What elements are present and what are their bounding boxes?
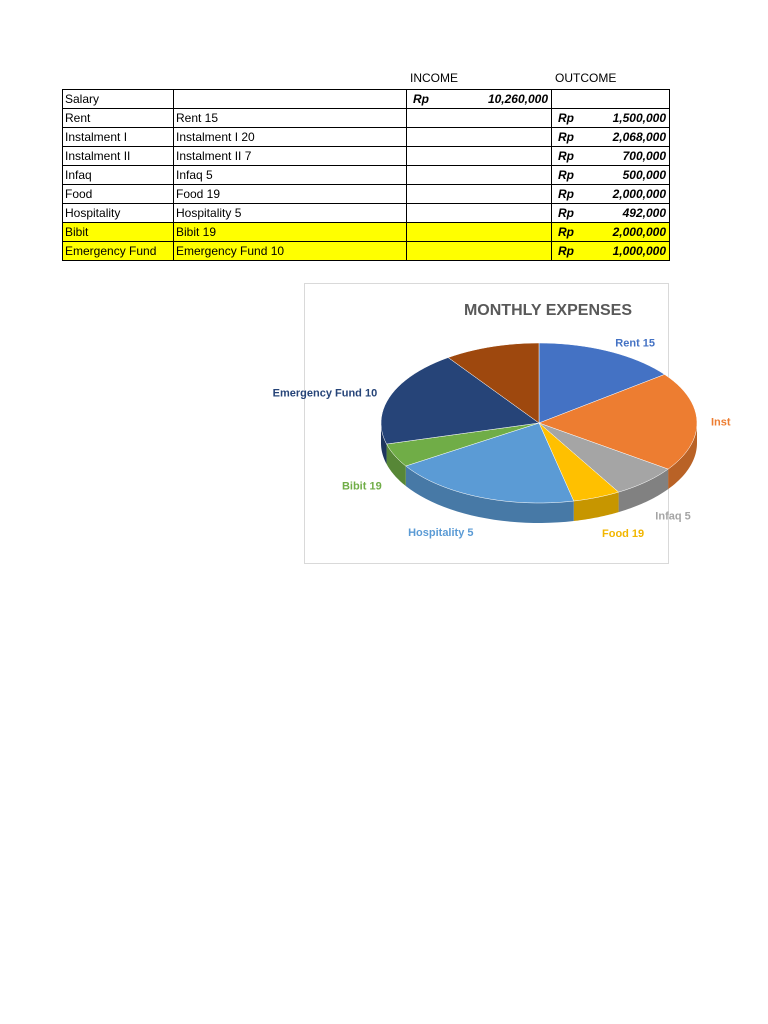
cell-detail[interactable]: Bibit 19 [174,223,407,242]
cell-outcome[interactable] [552,166,670,185]
cell-detail[interactable]: Infaq 5 [174,166,407,185]
amount-value: 1,000,000 [612,244,666,258]
cell-detail[interactable]: Rent 15 [174,109,407,128]
income-header: INCOME [410,71,458,85]
currency-symbol: Rp [558,111,574,125]
currency-symbol: Rp [558,187,574,201]
pie-label-6: Emergency Fund 10 [272,387,378,400]
pie-label-4: Hospitality 5 [408,527,474,540]
cell-outcome[interactable] [552,223,670,242]
cell-income[interactable] [407,185,552,204]
currency-symbol: Rp [558,225,574,239]
cell-label[interactable]: Instalment II [63,147,174,166]
cell-outcome[interactable] [552,147,670,166]
cell-detail[interactable]: Food 19 [174,185,407,204]
currency-symbol: Rp [558,130,574,144]
cell-income[interactable] [407,109,552,128]
amount-value: 1,500,000 [612,111,666,125]
cell-label[interactable]: Rent [63,109,174,128]
cell-label[interactable]: Food [63,185,174,204]
cell-income[interactable] [407,223,552,242]
cell-income[interactable] [407,90,552,109]
cell-label[interactable]: Emergency Fund [63,242,174,261]
cell-income[interactable] [407,128,552,147]
table-row [63,242,670,261]
amount-value: 2,068,000 [612,130,666,144]
amount-value: 2,000,000 [612,225,666,239]
cell-outcome[interactable] [552,90,670,109]
table-row [63,166,670,185]
pie-label-1: Inst [711,416,731,429]
pie-label-5: Bibit 19 [341,480,382,493]
budget-table [62,89,670,261]
cell-label[interactable]: Infaq [63,166,174,185]
cell-label[interactable]: Bibit [63,223,174,242]
cell-label[interactable]: Salary [63,90,174,109]
cell-outcome[interactable] [552,242,670,261]
pie-label-2: Infaq 5 [655,510,691,523]
pie-label-3: Food 19 [602,527,645,540]
cell-detail[interactable]: Instalment II 7 [174,147,407,166]
monthly-expenses-chart[interactable] [272,283,731,564]
table-row [63,109,670,128]
cell-label[interactable]: Hospitality [63,204,174,223]
currency-symbol: Rp [558,149,574,163]
cell-income[interactable] [407,147,552,166]
amount-value: 492,000 [622,206,666,220]
outcome-header: OUTCOME [555,71,617,85]
table-row [63,223,670,242]
cell-outcome[interactable] [552,109,670,128]
cell-outcome[interactable] [552,204,670,223]
currency-symbol: Rp [558,244,574,258]
amount-value: 2,000,000 [612,187,666,201]
currency-symbol: Rp [558,168,574,182]
table-row [63,128,670,147]
cell-detail[interactable]: Hospitality 5 [174,204,407,223]
cell-detail[interactable]: Instalment I 20 [174,128,407,147]
amount-value: 10,260,000 [487,92,548,106]
table-row [63,204,670,223]
pie-label-0: Rent 15 [615,337,656,350]
pie-chart-svg [272,284,731,563]
table-row [63,147,670,166]
cell-income[interactable] [407,242,552,261]
currency-symbol: Rp [558,206,574,220]
chart-title: MONTHLY EXPENSES [463,302,633,319]
cell-income[interactable] [407,204,552,223]
table-row [63,90,670,109]
cell-outcome[interactable] [552,128,670,147]
cell-income[interactable] [407,166,552,185]
currency-symbol: Rp [413,92,429,106]
table-row [63,185,670,204]
cell-outcome[interactable] [552,185,670,204]
cell-detail[interactable] [174,90,407,109]
cell-detail[interactable]: Emergency Fund 10 [174,242,407,261]
amount-value: 500,000 [622,168,666,182]
amount-value: 700,000 [622,149,666,163]
cell-label[interactable]: Instalment I [63,128,174,147]
